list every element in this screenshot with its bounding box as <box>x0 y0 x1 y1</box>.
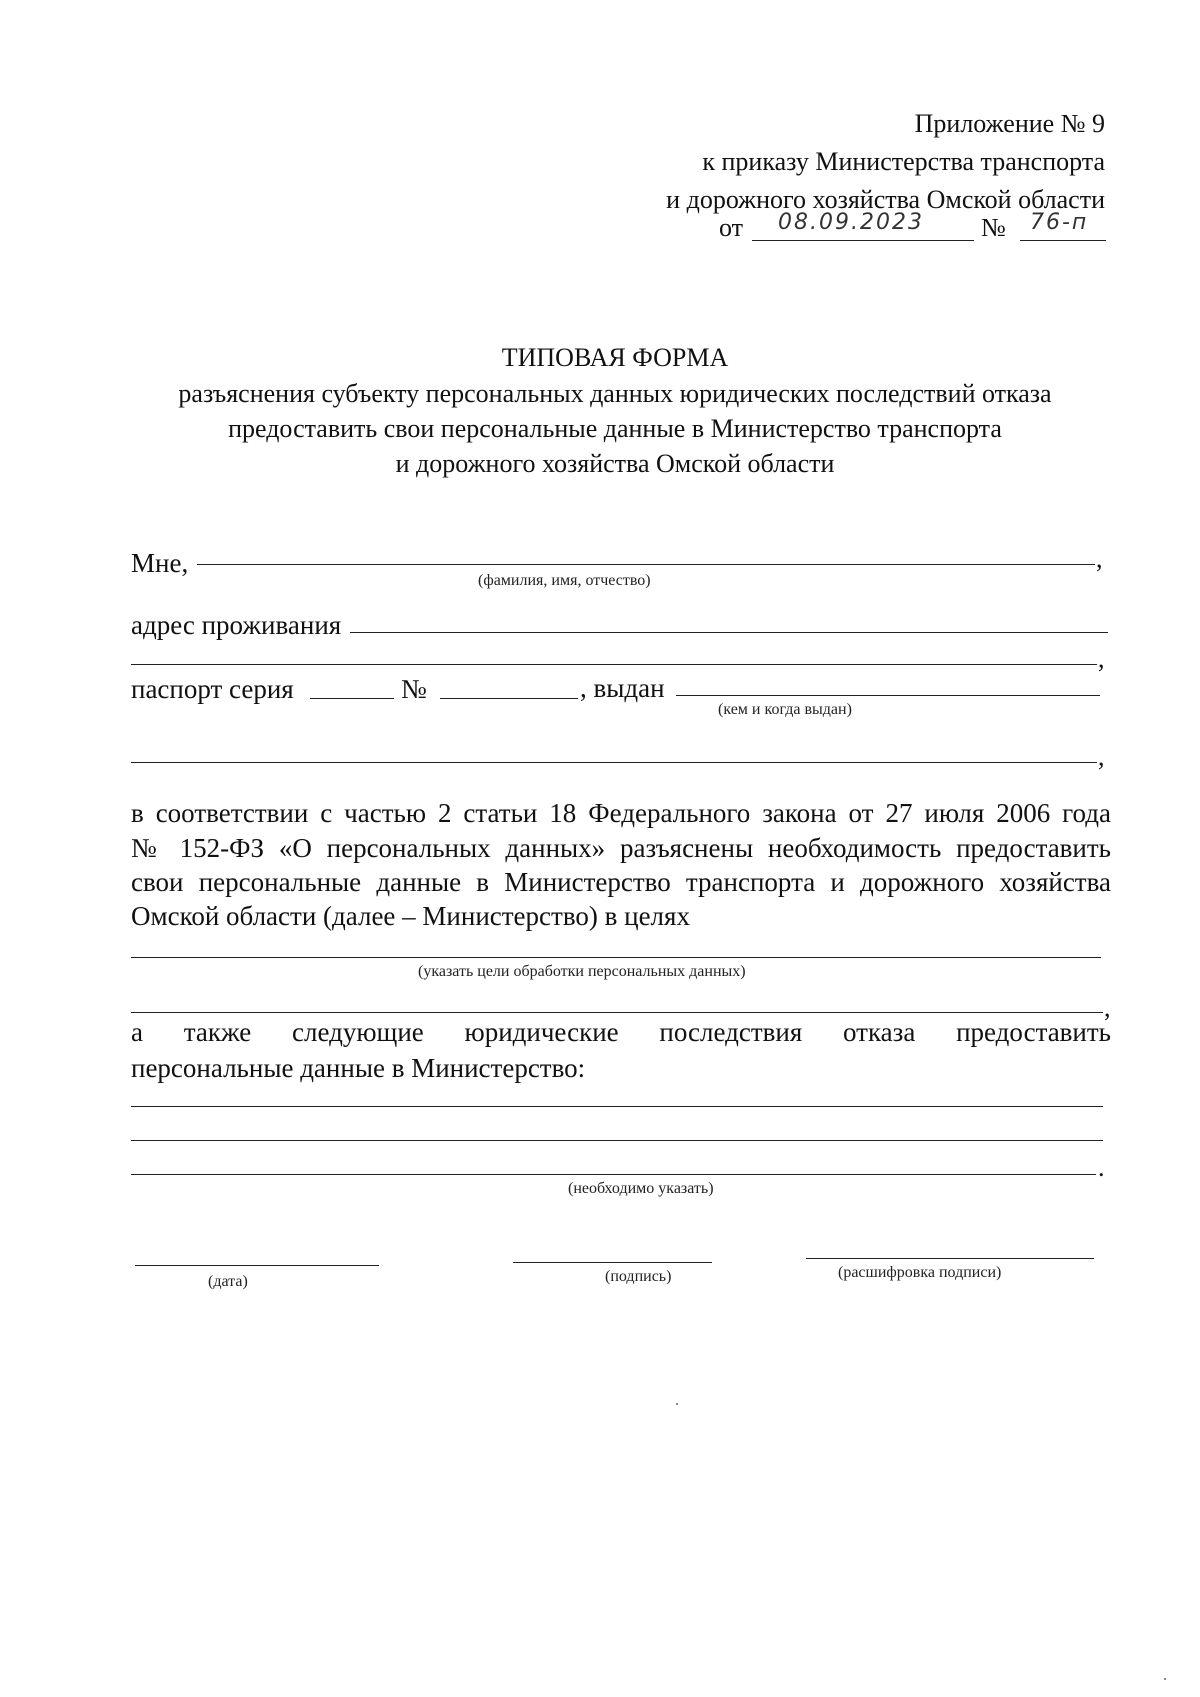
passport-series-field[interactable] <box>310 698 394 699</box>
form-subtitle-line-2: предоставить свои персональные данные в Министерство транспорта <box>228 414 1002 443</box>
purpose-comma: , <box>1104 993 1111 1022</box>
form-subtitle-line-1: разъяснения субъекту персональных данных юридических последствий отказа <box>178 379 1052 408</box>
consequences-line-2: персональные данные в Министерство: <box>131 1053 586 1083</box>
purpose-hint: (указать цели обработки персональных данных) <box>418 963 746 980</box>
purpose-field-line-2[interactable] <box>131 1012 1103 1013</box>
fio-field[interactable] <box>197 564 1095 565</box>
fio-hint: (фамилия, имя, отчество) <box>478 572 651 589</box>
scan-speck <box>676 1403 678 1405</box>
form-title: ТИПОВАЯ ФОРМА <box>501 343 729 372</box>
scan-speck <box>1164 1678 1166 1680</box>
order-reference: к приказу Министерства транспорта <box>702 147 1105 176</box>
issued-label: , выдан <box>580 673 665 703</box>
date-field[interactable] <box>135 1265 379 1266</box>
address-field-line-2[interactable] <box>131 664 1097 665</box>
issued-by-field[interactable] <box>676 695 1100 696</box>
order-number-line <box>1020 240 1106 241</box>
passport-number-label: № <box>401 674 427 704</box>
purpose-field-line-1[interactable] <box>131 957 1101 958</box>
passport-number-field[interactable] <box>440 698 578 699</box>
body-line-4: Омской области (далее – Министерство) в целях <box>131 901 690 931</box>
consequences-line-1: а также следующие юридические последствия отказа предоставить <box>131 1017 1111 1047</box>
form-subtitle-line-3: и дорожного хозяйства Омской области <box>395 449 835 478</box>
date-prefix: от <box>719 213 744 242</box>
issued-by-field-line-2[interactable] <box>131 762 1097 763</box>
appendix-number: Приложение № 9 <box>914 109 1105 138</box>
signature-field[interactable] <box>513 1262 712 1263</box>
date-hint: (дата) <box>208 1273 248 1290</box>
passport-series-label: паспорт серия <box>131 674 294 704</box>
consequences-period: . <box>1098 1153 1105 1182</box>
consequences-field-line-3[interactable] <box>131 1174 1096 1175</box>
consequences-field-line-1[interactable] <box>131 1106 1103 1107</box>
address-comma: , <box>1098 644 1105 673</box>
body-line-1: в соответствии с частью 2 статьи 18 Федерального закона от 27 июля 2006 года <box>131 798 1111 828</box>
fio-comma: , <box>1096 544 1103 573</box>
address-label: адрес проживания <box>131 610 342 640</box>
consequences-hint: (необходимо указать) <box>568 1180 714 1197</box>
issued-comma: , <box>1098 742 1105 771</box>
body-line-3: свои персональные данные в Министерство транспорта и дорожного хозяйства <box>131 867 1111 897</box>
number-prefix: № <box>981 213 1006 242</box>
signature-decoding-hint: (расшифровка подписи) <box>838 1264 1002 1281</box>
ministry-name: и дорожного хозяйства Омской области <box>666 185 1105 214</box>
signature-hint: (подпись) <box>605 1268 672 1285</box>
me-label: Мне, <box>131 548 189 578</box>
consequences-field-line-2[interactable] <box>131 1140 1103 1141</box>
address-field-line-1[interactable] <box>350 632 1108 633</box>
body-line-2: № 152-ФЗ «О персональных данных» разъяснены необходимость предоставить <box>131 833 1111 863</box>
signature-decoding-field[interactable] <box>806 1258 1094 1259</box>
order-date-line <box>752 240 974 241</box>
order-number-handwritten: 76-п <box>1030 210 1089 235</box>
issued-hint: (кем и когда выдан) <box>718 701 852 718</box>
order-date-handwritten: 08.09.2023 <box>778 210 924 235</box>
